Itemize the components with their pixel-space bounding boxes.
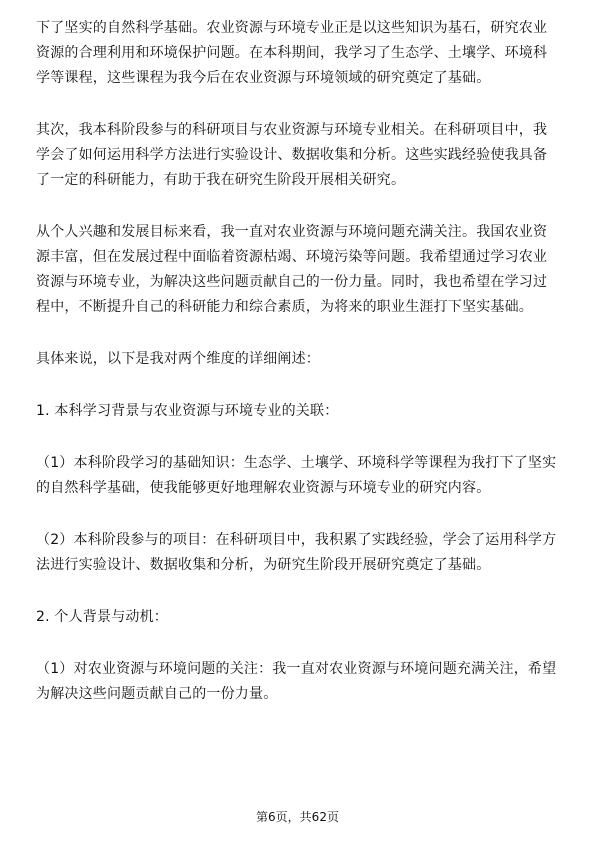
document-body xyxy=(36,16,559,707)
paragraph-2: 其次，我本科阶段参与的科研项目与农业资源与环境专业相关。在科研项目中，我学会了如何运用科学方法进行实验设计、数据收集和分析。这些实践经验使我具备了一定的科研能力，有助于我在研究生阶段开展相关研究。 xyxy=(36,122,548,188)
section-heading-1: 1. 本科学习背景与农业资源与环境专业的关联： xyxy=(36,403,339,419)
paragraph-4: 具体来说，以下是我对两个维度的详细阐述： xyxy=(36,351,320,367)
paragraph-3: 从个人兴趣和发展目标来看，我一直对农业资源与环境问题充满关注。我国农业资源丰富，但在发展过程中面临着资源枯竭、环境污染等问题。我希望通过学习农业资源与环境专业，为解决这些问题贡献自己的一份力量。同时，我也希望在学习过程中，不断提升自己的科研能力和综合素质，为将来的职业生涯打下坚实基础。 xyxy=(36,224,548,315)
paragraph-7: （1）对农业资源与环境问题的关注：我一直对农业资源与环境问题充满关注，希望为解决这些问题贡献自己的一份力量。 xyxy=(36,661,557,702)
paragraph-1: 下了坚实的自然科学基础。农业资源与环境专业正是以这些知识为基石，研究农业资源的合理利用和环境保护问题。在本科期间，我学习了生态学、土壤学、环境科学等课程，这些课程为我今后在农业资源与环境领域的研究奠定了基础。 xyxy=(36,20,548,86)
section-heading-2: 2. 个人背景与动机： xyxy=(36,609,169,625)
page-footer xyxy=(0,809,595,825)
paragraph-6: （2）本科阶段参与的项目：在科研项目中，我积累了实践经验，学会了运用科学方法进行实验设计、数据收集和分析，为研究生阶段开展研究奠定了基础。 xyxy=(36,532,557,573)
paragraph-5: （1）本科阶段学习的基础知识：生态学、土壤学、环境科学等课程为我打下了坚实的自然科学基础，使我能够更好地理解农业资源与环境专业的研究内容。 xyxy=(36,455,557,496)
page-number: 第6页，共62页 xyxy=(256,810,339,824)
